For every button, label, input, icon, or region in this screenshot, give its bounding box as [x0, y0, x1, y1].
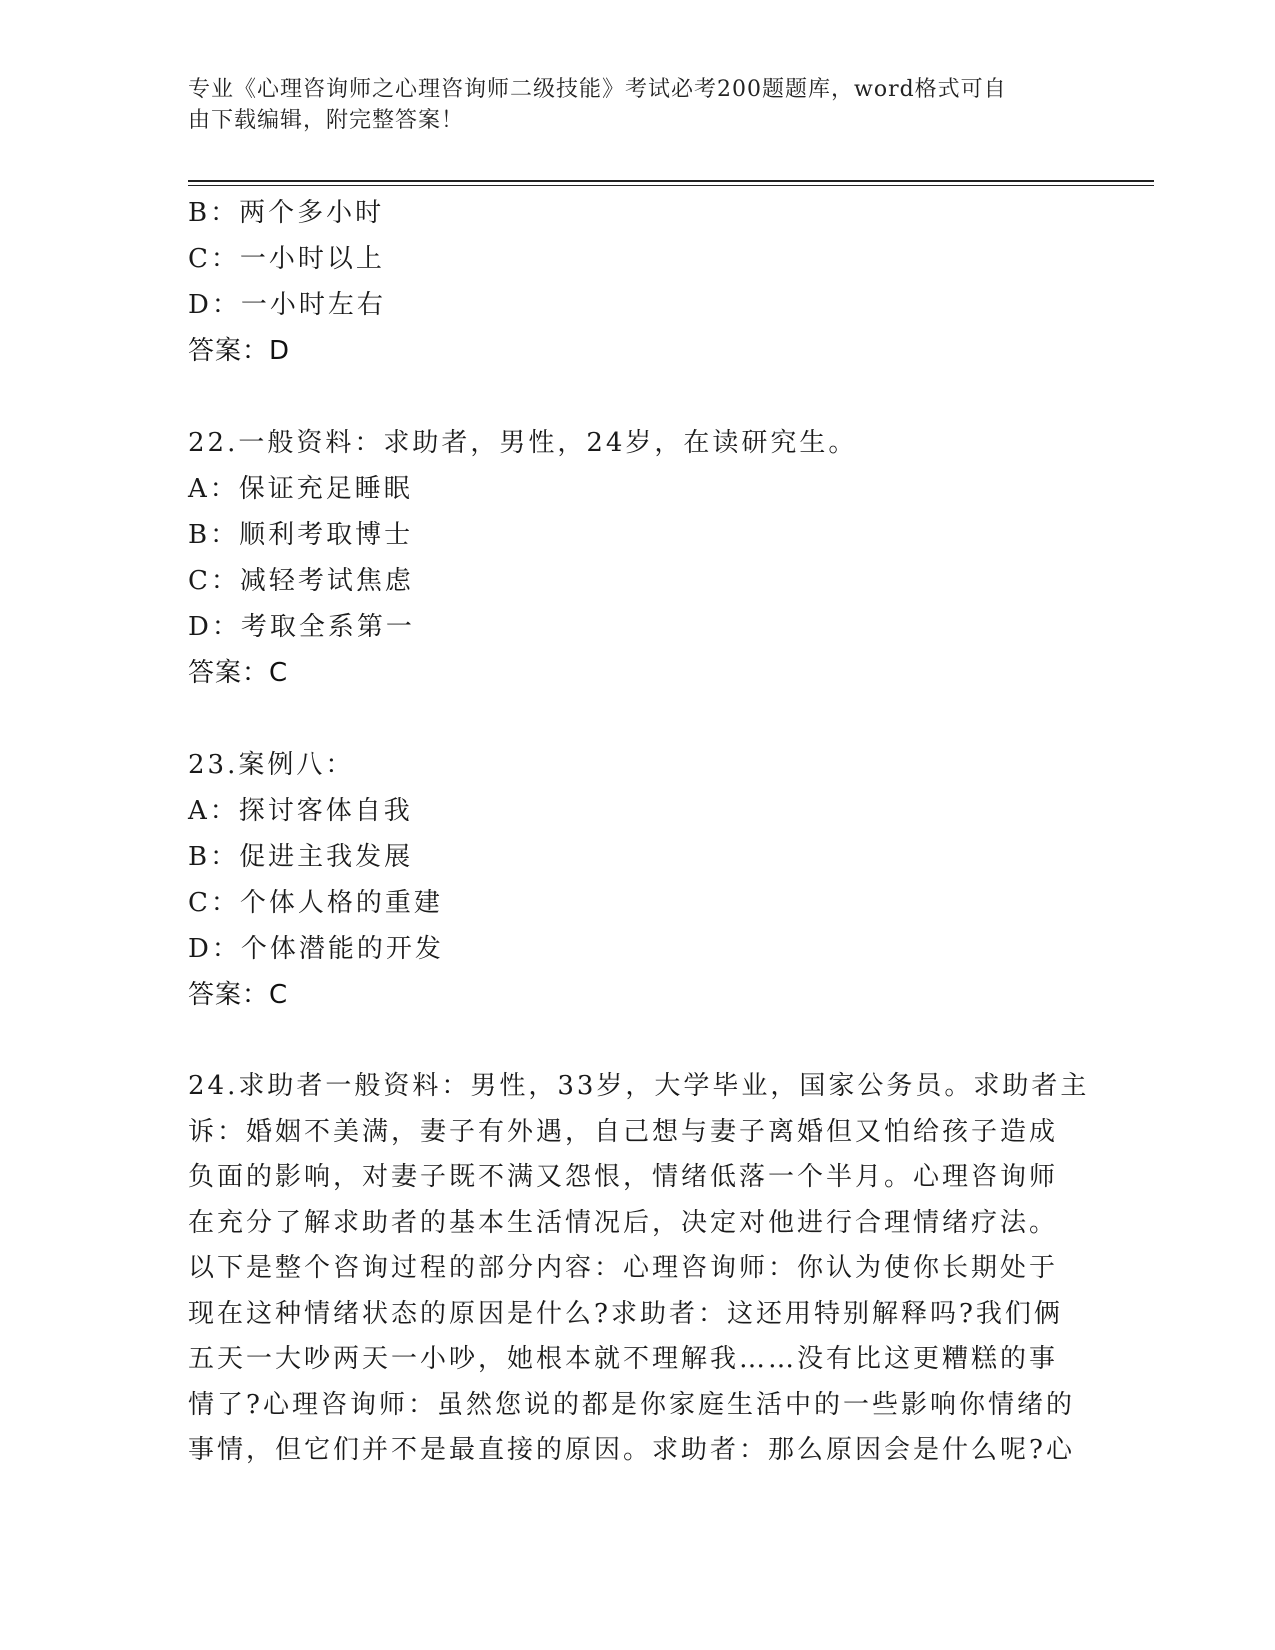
header-divider-thin — [188, 185, 1154, 186]
option-c: C：一小时以上 — [188, 244, 385, 274]
question-24-line: 诉：婚姻不美满，妻子有外遇，自己想与妻子离婚但又怕给孩子造成 — [188, 1116, 1059, 1147]
question-24-line: 以下是整个咨询过程的部分内容：心理咨询师：你认为使你长期处于 — [188, 1253, 1059, 1283]
header-divider — [188, 180, 1154, 182]
option-b: B：促进主我发展 — [188, 842, 414, 872]
question-23-stem: 23.案例八： — [188, 750, 355, 780]
option-c: C：个体人格的重建 — [188, 888, 443, 918]
option-d: D：一小时左右 — [188, 290, 386, 320]
question-24-line: 五天一大吵两天一小吵，她根本就不理解我……没有比这更糟糕的事 — [188, 1344, 1059, 1374]
header-line-2: 由下载编辑，附完整答案！ — [188, 108, 465, 133]
question-24-line: 24.求助者一般资料：男性，33岁，大学毕业，国家公务员。求助者主 — [188, 1071, 1090, 1101]
question-24-line: 情了?心理咨询师：虽然您说的都是你家庭生活中的一些影响你情绪的 — [188, 1389, 1075, 1420]
answer-23: 答案：C — [188, 980, 289, 1010]
question-23 — [188, 742, 1088, 1018]
header-line-1: 专业《心理咨询师之心理咨询师二级技能》考试必考200题题库，word格式可自 — [188, 77, 1007, 102]
question-24-line: 现在这种情绪状态的原因是什么?求助者：这还用特别解释吗?我们俩 — [188, 1298, 1063, 1329]
option-a: A：探讨客体自我 — [188, 796, 413, 826]
question-24 — [188, 1064, 1088, 1474]
answer-22: 答案：C — [188, 658, 289, 688]
question-24-line: 负面的影响，对妻子既不满又怨恨，情绪低落一个半月。心理咨询师 — [188, 1162, 1059, 1192]
option-d: D：个体潜能的开发 — [188, 934, 444, 964]
question-21-continued — [188, 190, 1088, 374]
question-24-line: 事情，但它们并不是最直接的原因。求助者：那么原因会是什么呢?心 — [188, 1435, 1075, 1465]
option-b: B：两个多小时 — [188, 198, 385, 228]
option-d: D：考取全系第一 — [188, 612, 415, 642]
question-22-stem: 22.一般资料：求助者，男性，24岁，在读研究生。 — [188, 428, 858, 458]
option-c: C：减轻考试焦虑 — [188, 566, 414, 596]
question-24-line: 在充分了解求助者的基本生活情况后，决定对他进行合理情绪疗法。 — [188, 1207, 1059, 1238]
option-b: B：顺利考取博士 — [188, 520, 414, 550]
question-22 — [188, 420, 1088, 696]
question-list — [188, 190, 1088, 1474]
page-header — [188, 74, 1078, 136]
answer-21: 答案：D — [188, 336, 291, 366]
option-a: A：保证充足睡眠 — [188, 474, 413, 504]
